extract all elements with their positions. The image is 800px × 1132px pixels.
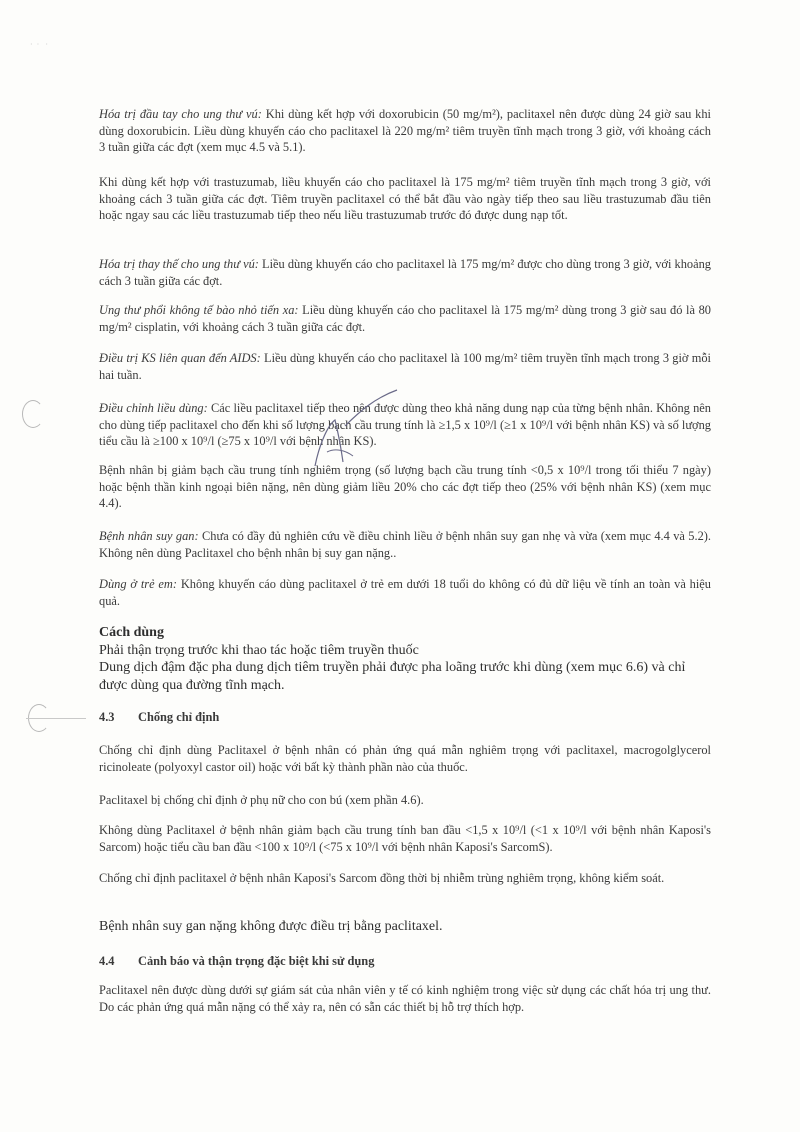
paragraph-dose-adjustment xyxy=(99,400,711,450)
cach-dung-line-1: Phải thận trọng trước khi thao tác hoặc tiêm truyền thuốc xyxy=(99,642,419,658)
margin-rule xyxy=(26,718,86,719)
paragraph-text: Chống chỉ định paclitaxel ở bệnh nhân Kaposi's Sarcom đồng thời bị nhiễm trùng nghiêm trọng, không kiểm soát. xyxy=(99,871,665,885)
contraindication-paragraph-3 xyxy=(99,822,711,855)
contraindication-paragraph-1 xyxy=(99,742,711,775)
warnings-paragraph-1 xyxy=(99,982,711,1015)
paragraph-text: Khi dùng kết hợp với trastuzumab, liều khuyến cáo cho paclitaxel là 175 mg/m² tiêm truyền tĩnh mạch trong 3 giờ, với khoảng cách 3 tuần giữa các đợt. Tiêm truyền paclitaxel có thể bắt đầu vào ngày tiếp theo sau liều trastuzumab đầu tiên hoặc ngay sau các liều trastuzumab tiếp theo nếu liều trastuzumab trước đó được dung nạp tốt. xyxy=(99,175,711,223)
paragraph-text: Khi dùng kết hợp với doxorubicin (50 mg/m²), paclitaxel nên được dùng 24 giờ sau khi dùng doxorubicin. Liều dùng khuyến cáo cho paclitaxel là 220 mg/m² tiêm truyền tĩnh mạch trong 3 giờ, với khoảng cách 3 tuần giữa các đợt (xem mục 4.5 và 5.1). xyxy=(99,107,712,155)
paragraph-trastuzumab xyxy=(99,174,711,224)
paragraph-text: Bệnh nhân bị giảm bạch cầu trung tính nghiêm trọng (số lượng bạch cầu trung tính <0,5 x 10⁹/l trong tối thiểu 7 ngày) hoặc bệnh thần kinh ngoại biên nặng, nên dùng giảm liều 20% cho các đợt tiếp theo (25% với bệnh nhân KS) (xem mục 4.4). xyxy=(99,463,711,511)
contraindication-paragraph-5 xyxy=(99,918,711,936)
section-4-4-number: 4.4 xyxy=(99,954,115,968)
contraindication-paragraph-4 xyxy=(99,870,711,887)
paragraph-text: Không khuyến cáo dùng paclitaxel ở trẻ em dưới 18 tuổi do không có đủ dữ liệu về tính an toàn và hiệu quả. xyxy=(99,577,711,608)
paragraph-first-line-breast-cancer xyxy=(99,106,711,156)
paragraph-aids-ks xyxy=(99,350,711,383)
section-4-3-number: 4.3 xyxy=(99,710,115,724)
paragraph-nsclc xyxy=(99,302,711,335)
contraindication-paragraph-2 xyxy=(99,792,711,809)
paragraph-text: Paclitaxel bị chống chỉ định ở phụ nữ cho con bú (xem phần 4.6). xyxy=(99,793,424,807)
paragraph-hepatic-impairment xyxy=(99,528,711,561)
paragraph-label: Ung thư phổi không tế bào nhỏ tiến xa: xyxy=(99,303,299,317)
cach-dung-line-2: Dung dịch đậm đặc pha dung dịch tiêm truyền phải được pha loãng trước khi dùng (xem mục 6.6) và chỉ được dùng qua đường tĩnh mạch. xyxy=(99,660,686,693)
paragraph-label: Điều trị KS liên quan đến AIDS: xyxy=(99,351,261,365)
paragraph-severe-neutropenia xyxy=(99,462,711,512)
paragraph-label: Dùng ở trẻ em: xyxy=(99,577,178,591)
paragraph-text: Không dùng Paclitaxel ở bệnh nhân giảm bạch cầu trung tính ban đầu <1,5 x 10⁹/l (<1 x 10⁹/l với bệnh nhân Kaposi's Sarcom) hoặc tiểu cầu ban đầu <100 x 10⁹/l (<75 x 10⁹/l với bệnh nhân Kaposi's SarcomS). xyxy=(99,823,711,854)
paragraph-label: Hóa trị thay thế cho ung thư vú: xyxy=(99,257,259,271)
section-4-3-title: Chống chỉ định xyxy=(138,710,220,724)
paragraph-alternative-breast-cancer xyxy=(99,256,711,289)
paragraph-text: Các liều paclitaxel tiếp theo nên được dùng theo khả năng dung nạp của từng bệnh nhân. Không nên cho dùng tiếp paclitaxel cho đến khi số lượng bạch cầu trung tính là ≥1,5 x 10⁹/l (≥1 x 10⁹/l với bệnh nhân KS) và số lượng tiểu cầu là ≥100 x 10⁹/l (≥75 x 10⁹/l với bệnh nhân KS). xyxy=(99,401,711,449)
paragraph-text: Liều dùng khuyến cáo cho paclitaxel là 175 mg/m² được cho dùng trong 3 giờ, với khoảng cách 3 tuần giữa các đợt. xyxy=(99,257,711,288)
paragraph-label: Bệnh nhân suy gan: xyxy=(99,529,199,543)
section-4-4-title: Cảnh báo và thận trọng đặc biệt khi sử dụng xyxy=(138,954,375,968)
paragraph-text: Liều dùng khuyến cáo cho paclitaxel là 175 mg/m² dùng trong 3 giờ sau đó là 80 mg/m² cisplatin, với khoảng cách 3 tuần giữa các đợt. xyxy=(99,303,711,334)
paragraph-pediatric xyxy=(99,576,711,609)
paragraph-text: Paclitaxel nên được dùng dưới sự giám sát của nhân viên y tế có kinh nghiệm trong việc sử dụng các chất hóa trị ung thư. Do các phản ứng quá mẫn nặng có thể xảy ra, nên có sẵn các thiết bị hỗ trợ thích hợp. xyxy=(99,983,711,1014)
paragraph-text: Liều dùng khuyến cáo cho paclitaxel là 100 mg/m² tiêm truyền tĩnh mạch trong 3 giờ mỗi hai tuần. xyxy=(99,351,711,382)
paragraph-text: Bệnh nhân suy gan nặng không được điều trị bằng paclitaxel. xyxy=(99,919,443,934)
cach-dung-section xyxy=(99,624,711,694)
cach-dung-heading: Cách dùng xyxy=(99,625,164,640)
paragraph-label: Điều chỉnh liều dùng: xyxy=(99,401,208,415)
scan-speckles: · · · xyxy=(30,40,48,49)
paragraph-label: Hóa trị đầu tay cho ung thư vú: xyxy=(99,107,262,121)
paragraph-text: Chưa có đầy đủ nghiên cứu về điều chỉnh liều ở bệnh nhân suy gan nhẹ và vừa (xem mục 4.4 và 5.2). Không nên dùng Paclitaxel cho bệnh nhân bị suy gan nặng.. xyxy=(99,529,711,560)
paragraph-text: Chống chỉ định dùng Paclitaxel ở bệnh nhân có phản ứng quá mẫn nghiêm trọng với paclitaxel, macrogolglycerol ricinoleate (polyoxyl castor oil) hoặc với bất kỳ thành phần nào của thuốc. xyxy=(99,743,711,774)
punch-hole-mark xyxy=(22,400,44,428)
